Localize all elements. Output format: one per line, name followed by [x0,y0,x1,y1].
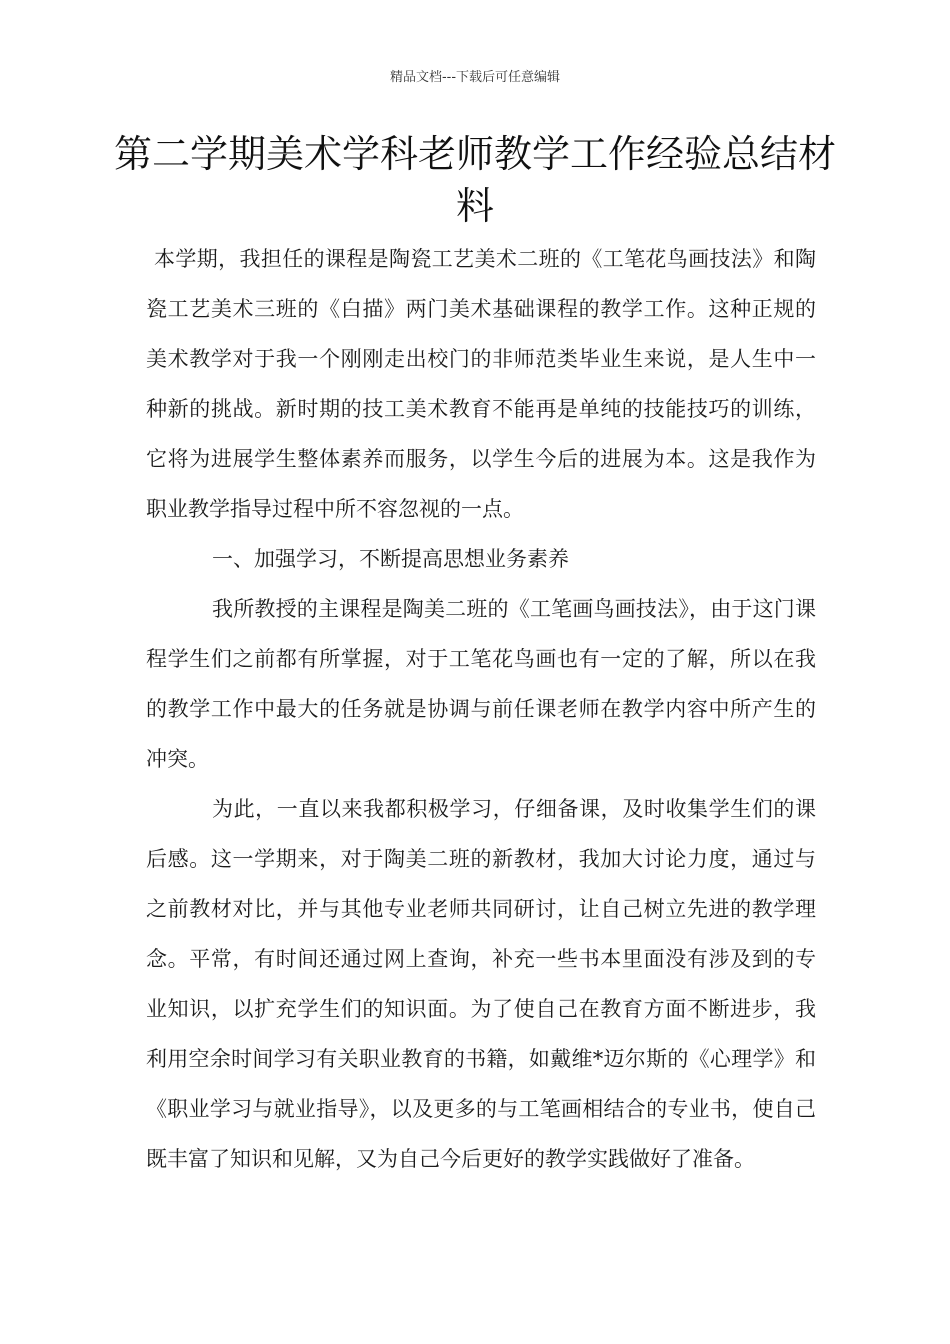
body-paragraph-1: 我所教授的主课程是陶美二班的《工笔画鸟画技法》，由于这门课程学生们之前都有所掌握，对于工笔花鸟画也有一定的了解，所以在我的教学工作中最大的任务就是协调与前任课老师在教学内容中所产生的冲突。 [146,597,816,771]
section-heading: 一、加强学习，不断提高思想业务素养 [212,547,569,571]
intro-paragraph: 本学期，我担任的课程是陶瓷工艺美术二班的《工笔花鸟画技法》和陶瓷工艺美术三班的《白描》两门美术基础课程的教学工作。这种正规的美术教学对于我一个刚刚走出校门的非师范类毕业生来说，是人生中一种新的挑战。新时期的技工美术教育不能再是单纯的技能技巧的训练，它将为进展学生整体素养而服务，以学生今后的进展为本。这是我作为职业教学指导过程中所不容忽视的一点。 [146,247,816,521]
header-note: 精品文档---下载后可任意编辑 [389,70,561,85]
body-paragraph-2: 为此，一直以来我都积极学习，仔细备课，及时收集学生们的课后感。这一学期来，对于陶美二班的新教材，我加大讨论力度，通过与之前教材对比，并与其他专业老师共同研讨，让自己树立先进的教学理念。平常，有时间还通过网上查询，补充一些书本里面没有涉及到的专业知识，以扩充学生们的知识面。为了使自己在教育方面不断进步，我利用空余时间学习有关职业教育的书籍，如戴维*迈尔斯的《心理学》和《职业学习与就业指导》，以及更多的与工笔画相结合的专业书，使自己既丰富了知识和见解，又为自己今后更好的教学实践做好了准备。 [146,797,816,1171]
document-body [146,234,816,1184]
document-title: 第二学期美术学科老师教学工作经验总结材料 [113,132,836,228]
